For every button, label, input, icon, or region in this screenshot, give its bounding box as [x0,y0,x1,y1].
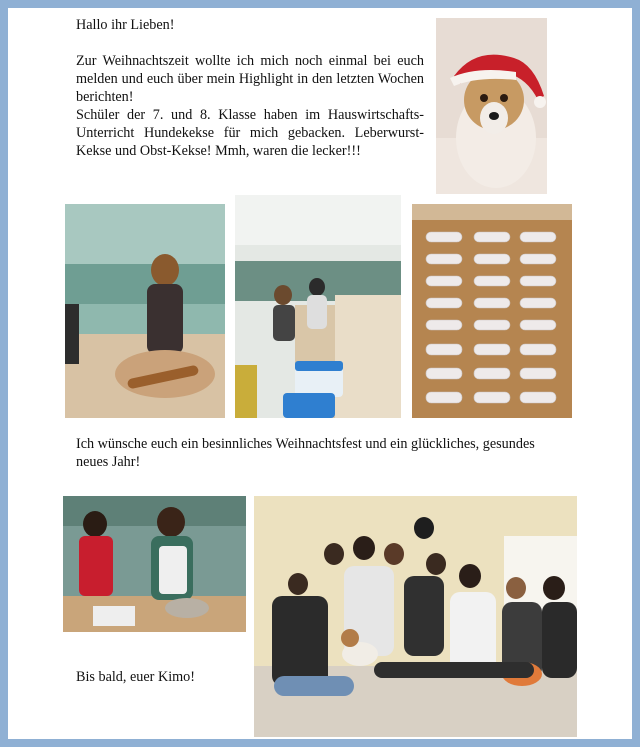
paragraph-wishes: Ich wünsche euch ein besinnliches Weihnachtsfest und ein glückliches, gesundes neues Jahr! [76,436,535,470]
photo-girl-rolling-dough [65,204,225,418]
photo-girls-mixing-dough [63,496,246,632]
paragraph-baking: Schüler der 7. und 8. Klasse haben im Hauswirtschafts-Unterricht Hundekekse für mich gebacken. Leberwurst-Kekse und Obst-Kekse! Mmh, waren die lecker!!! [76,107,424,159]
paragraph-intro: Zur Weihnachtszeit wollte ich mich noch einmal bei euch melden und euch über mein Highlight in den letzten Wochen berichten! [76,53,424,105]
letter-page [8,8,632,739]
photo-group-with-dog [254,496,577,737]
greeting: Hallo ihr Lieben! [76,17,175,33]
photo-school-kitchen [235,195,401,418]
signoff: Bis bald, euer Kimo! [76,669,195,685]
photo-dog-santa-hat [436,18,547,194]
photo-bone-shaped-cookies [412,204,572,418]
